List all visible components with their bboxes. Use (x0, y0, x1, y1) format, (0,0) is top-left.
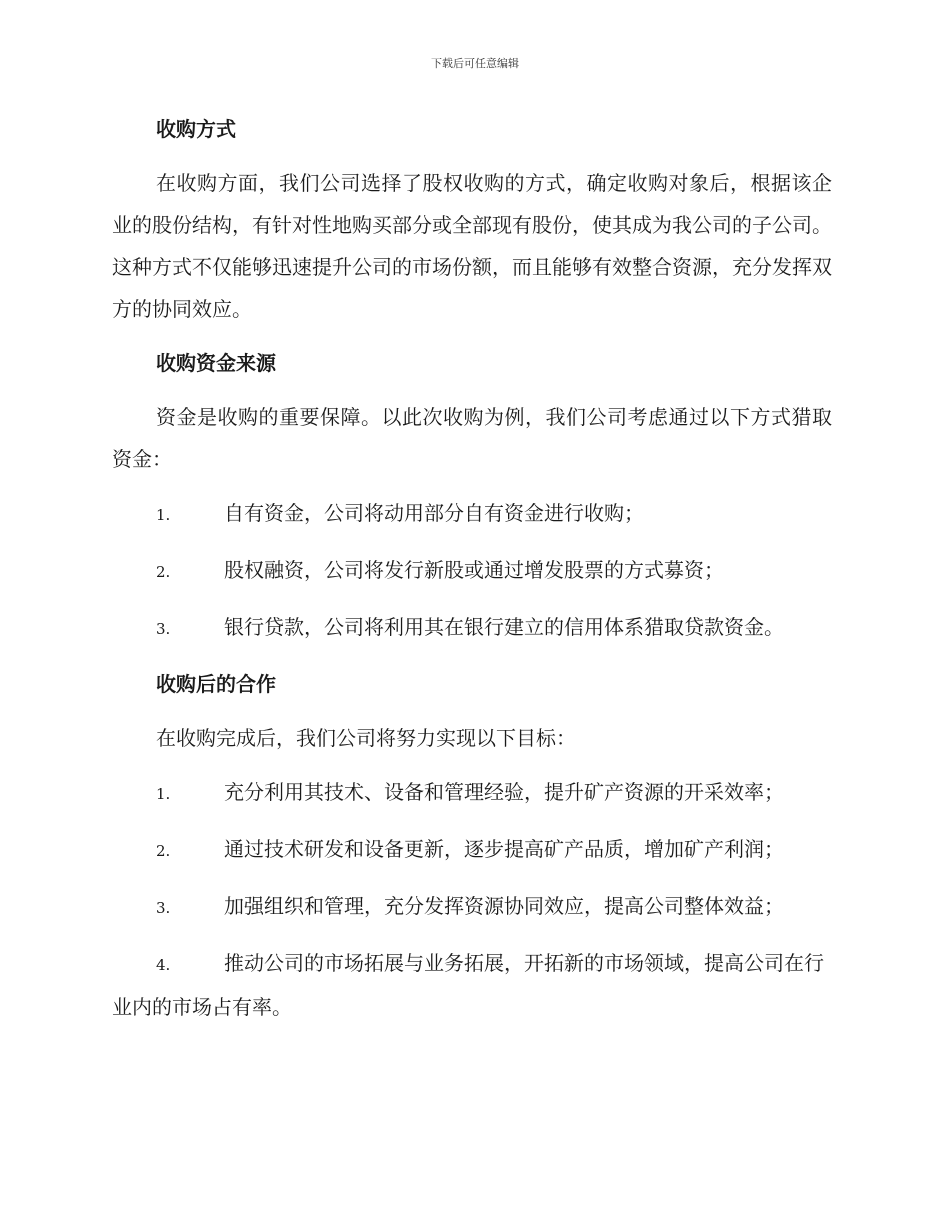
list-item (112, 606, 832, 650)
list-item-number: 1. (156, 785, 171, 803)
funding-list (112, 492, 832, 650)
list-item-text: 推动公司的市场拓展与业务拓展，开拓新的市场领域，提高公司在行业内的市场占有率。 (112, 951, 824, 1019)
section-paragraph-method: 在收购方面，我们公司选择了股权收购的方式，确定收购对象后，根据该企业的股份结构，有针对性地购买部分或全部现有股份，使其成为我公司的子公司。这种方式不仅能够迅速提升公司的市场份额，而且能够有效整合资源，充分发挥双方的协同效应。 (112, 171, 832, 321)
list-item (112, 549, 832, 593)
list-item-number: 3. (156, 620, 171, 638)
list-item-text: 银行贷款，公司将利用其在银行建立的信用体系猎取贷款资金。 (224, 615, 784, 639)
list-item-text: 加强组织和管理，充分发挥资源协同效应，提高公司整体效益； (224, 894, 784, 918)
list-item-text: 自有资金，公司将动用部分自有资金进行收购； (224, 501, 644, 525)
list-item (112, 885, 832, 929)
cooperation-list (112, 771, 832, 1028)
list-item (112, 771, 832, 815)
section-heading-method: 收购方式 (156, 117, 236, 141)
list-item-number: 4. (156, 956, 171, 974)
section-heading-funding: 收购资金来源 (156, 351, 276, 375)
document-body (112, 108, 832, 1041)
list-item (112, 828, 832, 872)
page-header-note: 下载后可任意编辑 (431, 57, 519, 70)
list-item-number: 2. (156, 842, 171, 860)
section-paragraph-funding: 资金是收购的重要保障。以此次收购为例，我们公司考虑通过以下方式猎取资金： (112, 405, 832, 471)
section-heading-cooperation: 收购后的合作 (156, 672, 276, 696)
list-item-text: 通过技术研发和设备更新，逐步提高矿产品质，增加矿产利润； (224, 837, 784, 861)
list-item (112, 492, 832, 536)
list-item (112, 942, 832, 1028)
list-item-number: 1. (156, 506, 171, 524)
section-paragraph-cooperation: 在收购完成后，我们公司将努力实现以下目标： (156, 726, 576, 750)
list-item-text: 股权融资，公司将发行新股或通过增发股票的方式募资； (224, 558, 724, 582)
list-item-number: 3. (156, 899, 171, 917)
list-item-text: 充分利用其技术、设备和管理经验，提升矿产资源的开采效率； (224, 780, 784, 804)
list-item-number: 2. (156, 563, 171, 581)
